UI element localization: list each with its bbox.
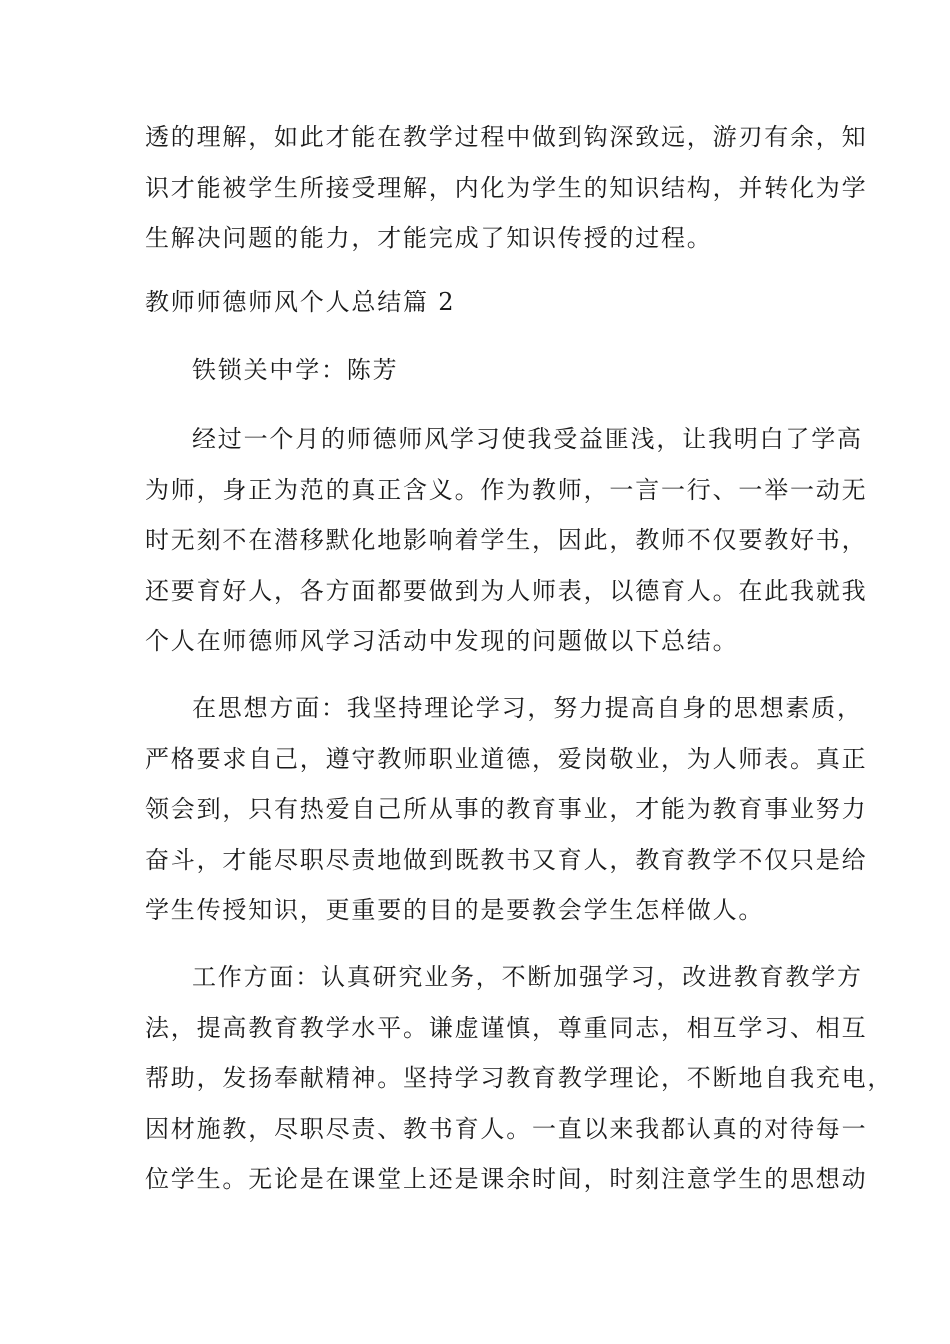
text-line: 个人在师德师风学习活动中发现的问题做以下总结。 bbox=[145, 627, 739, 655]
text-line: 经过一个月的师德师风学习使我受益匪浅，让我明白了学高 bbox=[192, 425, 863, 453]
text-line: 还要育好人，各方面都要做到为人师表，以德育人。在此我就我 bbox=[145, 577, 868, 605]
text-line: 生解决问题的能力，才能完成了知识传授的过程。 bbox=[145, 224, 713, 252]
author-line: 铁锁关中学：陈芳 bbox=[192, 356, 399, 384]
text-line: 位学生。无论是在课堂上还是课余时间，时刻注意学生的思想动 bbox=[145, 1165, 868, 1193]
text-line: 识才能被学生所接受理解，内化为学生的知识结构，并转化为学 bbox=[145, 174, 868, 202]
text-line: 帮助，发扬奉献精神。坚持学习教育教学理论，不断地自我充电， bbox=[145, 1064, 894, 1092]
text-line: 时无刻不在潜移默化地影响着学生，因此，教师不仅要教好书， bbox=[145, 526, 868, 554]
text-line: 学生传授知识，更重要的目的是要教会学生怎样做人。 bbox=[145, 896, 765, 924]
text-line: 严格要求自己，遵守教师职业道德，爱岗敬业，为人师表。真正 bbox=[145, 745, 868, 773]
text-line: 在思想方面：我坚持理论学习，努力提高自身的思想素质， bbox=[192, 694, 863, 722]
text-line: 领会到，只有热爱自己所从事的教育事业，才能为教育事业努力 bbox=[145, 795, 868, 823]
section-heading: 教师师德师风个人总结篇 2 bbox=[145, 288, 456, 316]
text-line: 奋斗，才能尽职尽责地做到既教书又育人，教育教学不仅只是给 bbox=[145, 846, 868, 874]
text-line: 工作方面：认真研究业务，不断加强学习，改进教育教学方 bbox=[192, 963, 863, 991]
text-line: 法，提高教育教学水平。谦虚谨慎，尊重同志，相互学习、相互 bbox=[145, 1014, 868, 1042]
text-line: 透的理解，如此才能在教学过程中做到钩深致远，游刃有余，知 bbox=[145, 123, 868, 151]
text-line: 为师，身正为范的真正含义。作为教师，一言一行、一举一动无 bbox=[145, 476, 868, 504]
text-line: 因材施教，尽职尽责、教书育人。一直以来我都认真的对待每一 bbox=[145, 1115, 868, 1143]
